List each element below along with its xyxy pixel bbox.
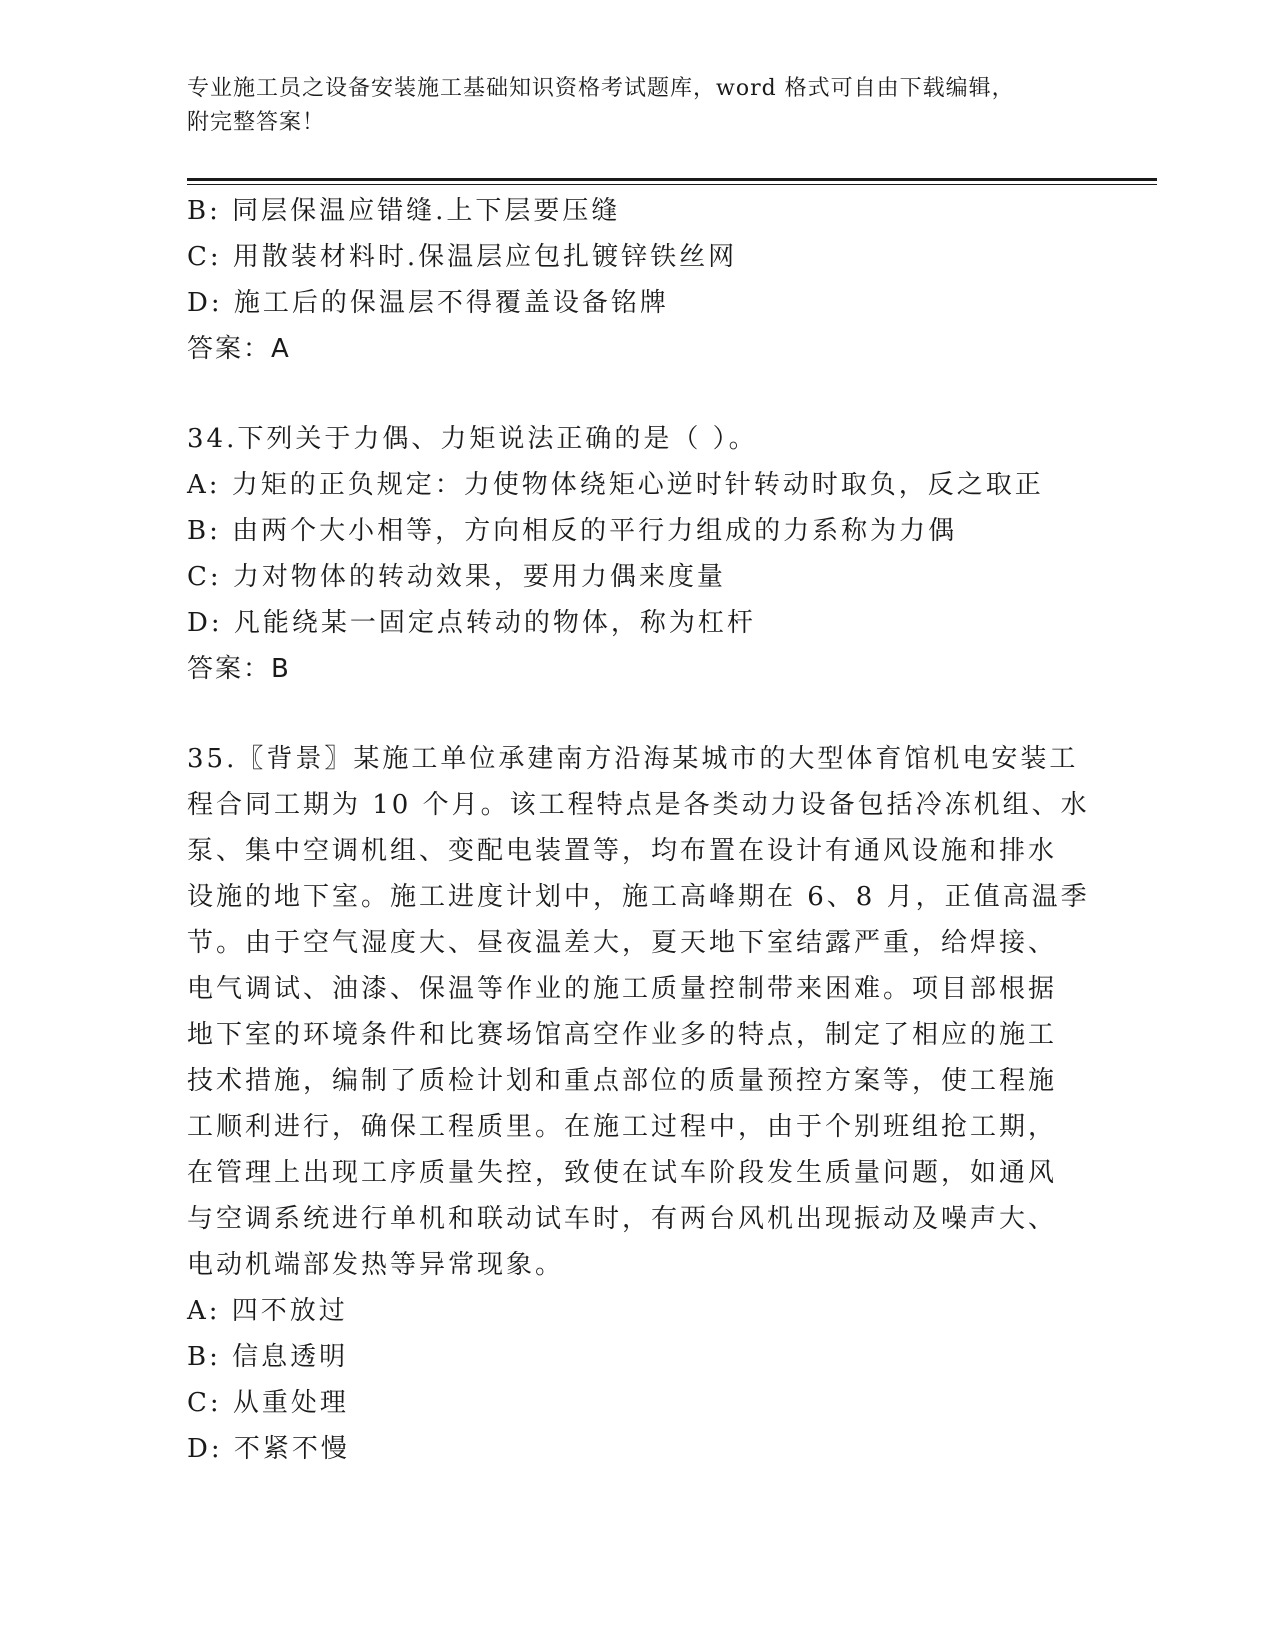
question-stem-line: 与空调系统进行单机和联动试车时，有两台风机出现振动及噪声大、 <box>187 1204 1058 1234</box>
question-33 <box>187 188 1087 372</box>
document-page <box>187 0 1157 1650</box>
question-35 <box>187 736 1090 1472</box>
option-d: D: 施工后的保温层不得覆盖设备铭牌 <box>187 288 669 318</box>
option-b: B: 由两个大小相等，方向相反的平行力组成的力系称为力偶 <box>187 516 958 546</box>
spacer <box>187 372 1087 416</box>
document-header <box>187 72 1087 140</box>
option-d: D: 不紧不慢 <box>187 1434 350 1464</box>
option-d: D: 凡能绕某一固定点转动的物体，称为杠杆 <box>187 608 756 638</box>
question-stem-line: 工顺利进行，确保工程质里。在施工过程中，由于个别班组抢工期， <box>187 1112 1058 1142</box>
option-b: B: 同层保温应错缝.上下层要压缝 <box>187 196 621 226</box>
option-c: C: 从重处理 <box>187 1388 349 1418</box>
option-a: A: 力矩的正负规定：力使物体绕矩心逆时针转动时取负，反之取正 <box>187 470 1044 500</box>
question-content <box>187 188 1090 1472</box>
question-stem-line: 设施的地下室。施工进度计划中，施工高峰期在 6、8 月，正值高温季 <box>187 882 1090 912</box>
question-stem-line: 节。由于空气湿度大、昼夜温差大，夏天地下室结露严重，给焊接、 <box>187 928 1058 958</box>
option-c: C: 力对物体的转动效果，要用力偶来度量 <box>187 562 726 592</box>
question-stem-line: 地下室的环境条件和比赛场馆高空作业多的特点，制定了相应的施工 <box>187 1020 1058 1050</box>
question-stem-line: 在管理上出现工序质量失控，致使在试车阶段发生质量问题，如通风 <box>187 1158 1058 1188</box>
option-b: B: 信息透明 <box>187 1342 349 1372</box>
question-stem-line: 电动机端部发热等异常现象。 <box>187 1250 565 1280</box>
header-divider-thick <box>187 178 1157 181</box>
option-a: A: 四不放过 <box>187 1296 348 1326</box>
question-stem-line: 电气调试、油漆、保温等作业的施工质量控制带来困难。项目部根据 <box>187 974 1058 1004</box>
question-stem: 34.下列关于力偶、力矩说法正确的是（ ）。 <box>187 424 758 454</box>
question-stem-line: 泵、集中空调机组、变配电装置等，均布置在设计有通风设施和排水 <box>187 836 1058 866</box>
answer-label: 答案：B <box>187 654 291 684</box>
question-stem-line: 技术措施，编制了质检计划和重点部位的质量预控方案等，使工程施 <box>187 1066 1058 1096</box>
header-line-1: 专业施工员之设备安装施工基础知识资格考试题库，word 格式可自由下载编辑， <box>187 76 1015 101</box>
question-34 <box>187 416 1087 692</box>
header-divider-thin <box>187 184 1157 185</box>
question-stem-line: 程合同工期为 10 个月。该工程特点是各类动力设备包括冷冻机组、水 <box>187 790 1090 820</box>
answer-label: 答案：A <box>187 334 291 364</box>
header-line-2: 附完整答案！ <box>187 110 326 135</box>
option-c: C: 用散装材料时.保温层应包扎镀锌铁丝网 <box>187 242 738 272</box>
spacer <box>187 692 1087 736</box>
question-stem-line: 35.〖背景〗某施工单位承建南方沿海某城市的大型体育馆机电安装工 <box>187 744 1079 774</box>
